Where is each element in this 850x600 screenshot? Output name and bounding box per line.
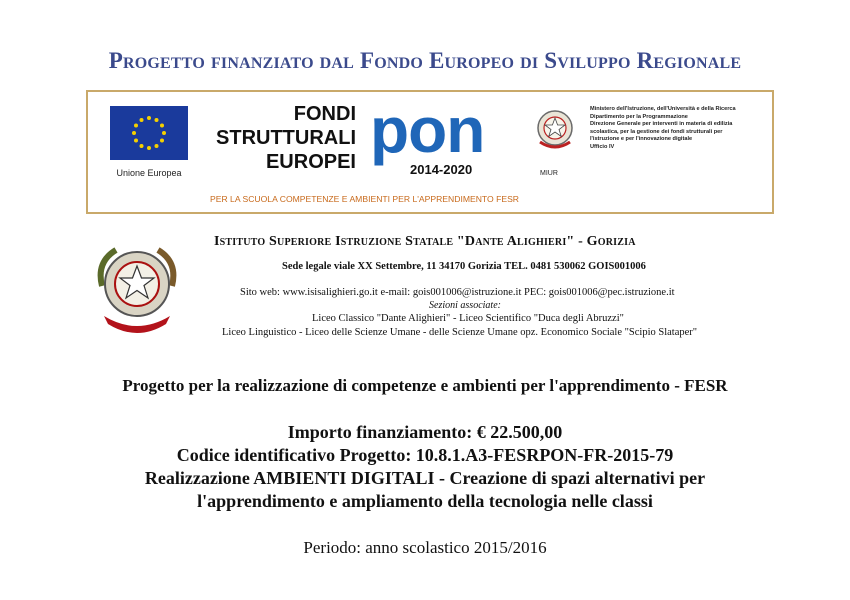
miur-emblem-icon <box>534 106 576 154</box>
miur-label: MIUR <box>540 170 558 177</box>
realizzazione-line-1: Realizzazione AMBIENTI DIGITALI - Creazione di spazi alternativi per <box>144 468 706 488</box>
ministry-line: Dipartimento per la Programmazione <box>590 113 688 120</box>
ministry-text <box>590 106 768 152</box>
periodo: Periodo: anno scolastico 2015/2016 <box>303 538 547 557</box>
codice-progetto: Codice identificativo Progetto: 10.8.1.A3-FESRPON-FR-2015-79 <box>176 445 674 465</box>
importo-finanziamento: Importo finanziamento: € 22.500,00 <box>287 422 563 442</box>
sezioni-label: Sezioni associate: <box>429 300 501 311</box>
ministry-line: Ufficio IV <box>590 143 615 150</box>
fondi-strutturali-logo <box>206 102 356 174</box>
fesr-line: PER LA SCUOLA COMPETENZE E AMBIENTI PER L'APPRENDIMENTO FESR <box>210 194 520 204</box>
fondi-line: EUROPEI <box>265 151 356 173</box>
ministry-line: l'istruzione e per l'innovazione digitale <box>590 136 693 143</box>
pon-years: 2014-2020 <box>410 162 473 177</box>
school-contacts: Sito web: www.isisalighieri.go.it e-mail: gois001006@istruzione.it PEC: gois001006@pec.istruzione.it <box>240 287 675 298</box>
project-title: Progetto per la realizzazione di competenze e ambienti per l'apprendimento - FESR <box>122 376 728 395</box>
pon-banner <box>86 90 774 214</box>
ministry-line: Direzione Generale per interventi in materia di edilizia <box>590 121 733 128</box>
licei-line-1: Liceo Classico "Dante Alighieri" - Liceo Scientifico "Duca degli Abruzzi" <box>312 313 624 324</box>
licei-line-2: Liceo Linguistico - Liceo delle Scienze Umane - delle Scienze Umane opz. Economico Sociale "Scipio Slataper" <box>222 327 698 338</box>
pon-logo: pon <box>370 94 485 166</box>
fondi-line: FONDI <box>293 103 356 125</box>
eu-flag-icon <box>110 106 188 160</box>
header-title: Progetto finanziato dal Fondo Europeo di Sviluppo Regionale <box>108 48 742 73</box>
school-name: Istituto Superiore Istruzione Statale "Dante Alighieri" - Gorizia <box>214 234 636 249</box>
realizzazione-line-2: l'apprendimento e ampliamento della tecnologia nelle classi <box>197 491 653 511</box>
ministry-line: scolastica, per la gestione dei fondi strutturali per <box>590 128 723 135</box>
school-address: Sede legale viale XX Settembre, 11 34170 Gorizia TEL. 0481 530062 GOIS001006 <box>282 261 646 272</box>
italian-republic-crest-icon <box>94 242 180 338</box>
fondi-line: STRUTTURALI <box>216 127 356 149</box>
ministry-line: Ministero dell'Istruzione, dell'Università e della Ricerca <box>590 106 736 112</box>
eu-label: Unione Europea <box>116 168 182 178</box>
